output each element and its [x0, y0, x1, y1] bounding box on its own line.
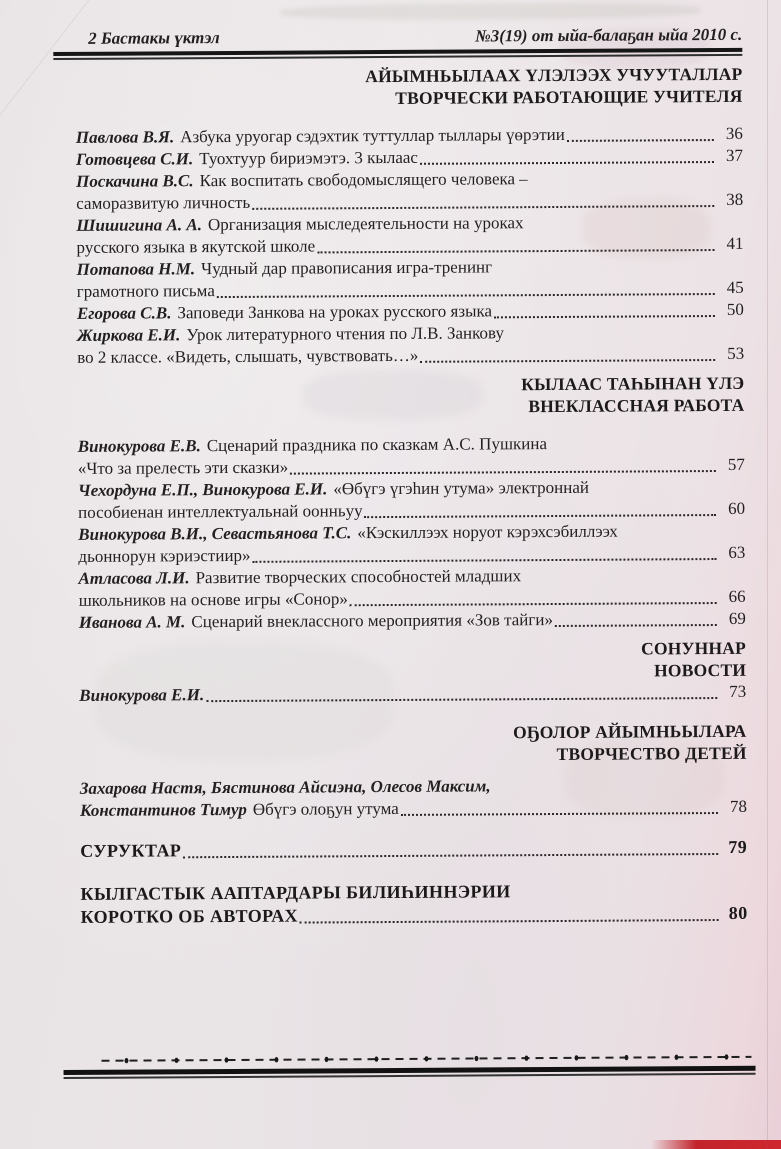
- entry-title: Организация мыследеятельности на уроках: [207, 213, 524, 235]
- dotted-leader: [217, 293, 715, 298]
- dotted-leader: [183, 853, 718, 858]
- author-name: Егорова С.В.: [76, 303, 172, 323]
- entry-title: Заповеди Занкова на уроках русского языка: [177, 301, 493, 323]
- author-name: Жиркова Е.И.: [76, 325, 181, 345]
- entry-title: Чудный дар правописания игра-тренинг: [201, 257, 493, 279]
- page-number: 50: [726, 299, 744, 319]
- section-heading-teachers: [75, 64, 742, 111]
- page-number: 80: [728, 902, 748, 923]
- toc-entry: [79, 681, 746, 707]
- section-heading-news: [79, 638, 746, 685]
- section-heading-line: КЫЛААС ТАҺЫНАН ҮЛЭ: [521, 372, 745, 395]
- page-number: 45: [726, 277, 744, 297]
- page-number: 53: [727, 343, 745, 363]
- page-number: 63: [728, 542, 746, 562]
- page-number: 57: [727, 454, 745, 474]
- toc-section-children: [80, 774, 747, 822]
- page-number: 79: [728, 836, 748, 857]
- section-heading-line: АЙЫМНЬЫЛААХ ҮЛЭЛЭЭХ УЧУУТАЛЛАР: [365, 63, 743, 87]
- entry-title: Өбүгэ олоҕун утума: [252, 798, 399, 819]
- issue-info: №3(19) от ыйа-балаҕан ыйа 2010 с.: [475, 24, 743, 46]
- toc-section-news: [79, 681, 746, 707]
- section-heading-children: [79, 721, 746, 768]
- entry-title: Сценарий праздника по сказкам А.С. Пушкина: [206, 434, 548, 456]
- toc-entry-about-authors: [80, 879, 747, 929]
- entry-title: «Что за прелесть эти сказки»: [77, 457, 289, 478]
- section-heading-extracurricular: [77, 373, 744, 420]
- entry-title: дьоннорун кэриэстиир»: [78, 545, 251, 566]
- toc-section-extracurricular: [78, 432, 746, 634]
- author-name: Чехордуна Е.П., Винокурова Е.И.: [77, 479, 328, 500]
- bottom-rule: [64, 1066, 756, 1079]
- entry-title: КЫЛГАСТЫК ААПТАРДАРЫ БИЛИҺИННЭРИИ: [80, 881, 511, 904]
- author-name: Иванова А. М.: [78, 612, 186, 632]
- dotted-leader: [420, 161, 714, 165]
- page-number: 37: [725, 145, 744, 165]
- page-number: 73: [729, 681, 747, 701]
- entry-title: русского языка в якутской школе: [76, 236, 316, 257]
- entry-title: во 2 классе. «Видеть, слышать, чувствовать…»: [77, 345, 419, 367]
- dotted-leader: [567, 139, 714, 142]
- section-heading-line: НОВОСТИ: [653, 659, 747, 680]
- dotted-leader: [300, 919, 719, 924]
- toc-entry: [79, 608, 746, 634]
- decorative-divider: [101, 1052, 751, 1066]
- toc-entry-continuation: [80, 796, 747, 822]
- author-name: Винокурова В.И., Севастьянова Т.С.: [78, 523, 352, 544]
- author-name: Поскачина В.С.: [76, 171, 194, 191]
- page-number: 41: [726, 233, 744, 253]
- page-number: 36: [725, 123, 743, 143]
- section-heading-line: ТВОРЧЕСКИ РАБОТАЮЩИЕ УЧИТЕЛЯ: [395, 85, 743, 108]
- dotted-leader: [252, 205, 714, 210]
- author-name: Атласова Л.И.: [78, 568, 190, 588]
- page-number: 38: [726, 189, 744, 209]
- dotted-leader: [253, 558, 717, 563]
- entry-title: Туохтуур бириэмэтэ. 3 кылаас: [199, 147, 418, 169]
- author-name: Шишигина А. А.: [76, 215, 202, 235]
- dotted-leader: [420, 359, 715, 363]
- entry-title: Урок литературного чтения по Л.В. Занкову: [186, 323, 504, 345]
- page-number: 78: [729, 796, 747, 816]
- entry-title: грамотного письма: [76, 281, 215, 301]
- toc-entry-continuation: [77, 343, 744, 369]
- entry-title: Сценарий внеклассного мероприятия «Зов тайги»: [191, 610, 554, 632]
- entry-title: пособиенан интеллектуальнай оонньуу: [78, 501, 363, 522]
- author-name: Захарова Настя, Бястинова Айсиэна, Олесов Максим,: [79, 776, 491, 798]
- toc-entry-letters: [80, 836, 747, 863]
- entry-title: «Өбүгэ үгэһин утума» электроннай: [333, 477, 590, 499]
- author-name: Потапова Н.М.: [76, 259, 196, 279]
- dotted-leader: [365, 514, 717, 518]
- section-heading-line: ОҔОЛОР АЙЫМНЬЫЛАРА: [513, 720, 747, 743]
- page-header: [75, 0, 742, 49]
- entry-title: Развитие творческих способностей младших: [195, 566, 522, 588]
- entry-title: саморазвитую личность: [76, 192, 251, 213]
- entry-title: «Кэскиллээх норуот кэрэхсэбиллээх: [357, 521, 618, 543]
- journal-title: 2 Бастакы үктэл: [88, 28, 220, 48]
- author-name: Винокурова Е.В.: [77, 436, 201, 456]
- entry-title: СУРУКТАР: [80, 840, 182, 861]
- author-name: Константинов Тимур: [79, 799, 247, 820]
- page-content: [75, 0, 748, 929]
- section-heading-line: СОНУННАР: [641, 637, 747, 659]
- entry-title: Как воспитать свободомыслящего человека –: [199, 169, 528, 191]
- section-heading-line: ТВОРЧЕСТВО ДЕТЕЙ: [556, 742, 747, 764]
- page-number: 66: [728, 586, 746, 606]
- author-name: Павлова В.Я.: [75, 127, 175, 147]
- entry-title: школьников на основе игры «Сонор»: [78, 589, 348, 610]
- dotted-leader: [555, 624, 717, 627]
- dotted-leader: [317, 249, 714, 253]
- header-rule: [53, 48, 742, 60]
- entry-title: КОРОТКО ОБ АВТОРАХ: [80, 905, 299, 927]
- dotted-leader: [290, 470, 716, 475]
- author-name: Винокурова Е.И.: [79, 685, 205, 705]
- author-name: Готовцева С.И.: [75, 149, 194, 169]
- dotted-leader: [401, 812, 718, 816]
- toc-section-teachers: [76, 123, 744, 369]
- red-cover-edge: [651, 1140, 781, 1149]
- section-heading-line: ВНЕКЛАССНАЯ РАБОТА: [528, 394, 745, 416]
- dotted-leader: [206, 697, 717, 702]
- dotted-leader: [350, 602, 717, 606]
- page-number: 69: [728, 608, 746, 628]
- page-number: 60: [728, 498, 746, 518]
- entry-title: Азбука уруогар сэдэхтик туттуллар тыллары үөрэтии: [180, 124, 565, 147]
- dotted-leader: [494, 315, 715, 318]
